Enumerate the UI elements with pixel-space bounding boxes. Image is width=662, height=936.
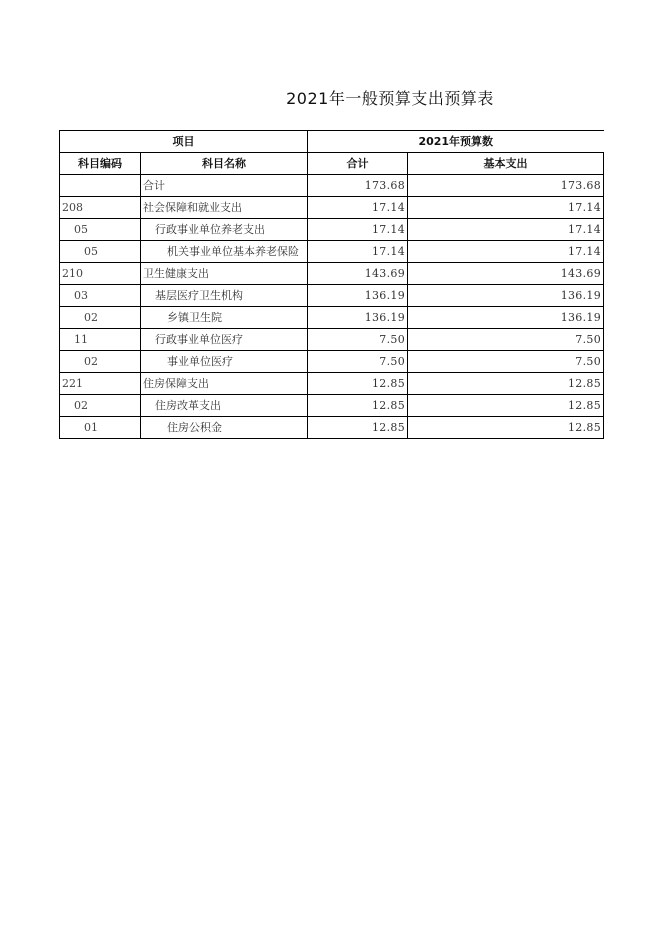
name-cell: 机关事业单位基本养老保险 [141, 241, 308, 263]
header-item-group: 项目 [60, 131, 308, 153]
page-title: 2021年一般预算支出预算表 [286, 89, 494, 108]
total-cell: 12.85 [308, 417, 408, 439]
header-total: 合计 [308, 153, 408, 175]
basic-cell: 143.69 [408, 263, 604, 285]
name-cell: 合计 [141, 175, 308, 197]
name-cell: 卫生健康支出 [141, 263, 308, 285]
basic-cell: 12.85 [408, 373, 604, 395]
code-cell: 03 [60, 285, 141, 307]
name-cell: 乡镇卫生院 [141, 307, 308, 329]
header-row [60, 153, 604, 175]
header-name: 科目名称 [141, 153, 308, 175]
header-group-row [60, 131, 604, 153]
total-cell: 17.14 [308, 219, 408, 241]
code-cell: 11 [60, 329, 141, 351]
name-cell: 住房保障支出 [141, 373, 308, 395]
code-cell: 02 [60, 307, 141, 329]
total-cell: 7.50 [308, 329, 408, 351]
name-cell: 住房改革支出 [141, 395, 308, 417]
name-cell: 行政事业单位养老支出 [141, 219, 308, 241]
name-cell: 社会保障和就业支出 [141, 197, 308, 219]
basic-cell: 17.14 [408, 197, 604, 219]
basic-cell: 17.14 [408, 219, 604, 241]
table-row [60, 373, 604, 395]
code-cell: 01 [60, 417, 141, 439]
basic-cell: 12.85 [408, 395, 604, 417]
table-row [60, 263, 604, 285]
code-cell: 02 [60, 351, 141, 373]
name-cell: 住房公积金 [141, 417, 308, 439]
name-cell: 事业单位医疗 [141, 351, 308, 373]
total-cell: 7.50 [308, 351, 408, 373]
name-cell: 基层医疗卫生机构 [141, 285, 308, 307]
header-budget-group: 2021年预算数 [308, 131, 604, 153]
basic-cell: 12.85 [408, 417, 604, 439]
name-cell: 行政事业单位医疗 [141, 329, 308, 351]
basic-cell: 136.19 [408, 285, 604, 307]
total-cell: 143.69 [308, 263, 408, 285]
total-cell: 136.19 [308, 307, 408, 329]
table-row [60, 197, 604, 219]
code-cell: 210 [60, 263, 141, 285]
code-cell: 05 [60, 241, 141, 263]
table-row [60, 285, 604, 307]
table-row [60, 417, 604, 439]
code-cell: 221 [60, 373, 141, 395]
budget-table [59, 130, 604, 439]
total-cell: 136.19 [308, 285, 408, 307]
basic-cell: 7.50 [408, 351, 604, 373]
table-row [60, 241, 604, 263]
table-row [60, 219, 604, 241]
table-row [60, 351, 604, 373]
table-row [60, 329, 604, 351]
total-cell: 173.68 [308, 175, 408, 197]
basic-cell: 17.14 [408, 241, 604, 263]
code-cell [60, 175, 141, 197]
total-cell: 12.85 [308, 373, 408, 395]
table-row [60, 307, 604, 329]
basic-cell: 173.68 [408, 175, 604, 197]
table-row [60, 395, 604, 417]
basic-cell: 136.19 [408, 307, 604, 329]
header-code: 科目编码 [60, 153, 141, 175]
total-cell: 12.85 [308, 395, 408, 417]
code-cell: 02 [60, 395, 141, 417]
code-cell: 208 [60, 197, 141, 219]
total-cell: 17.14 [308, 197, 408, 219]
header-basic: 基本支出 [408, 153, 604, 175]
table-row [60, 175, 604, 197]
total-cell: 17.14 [308, 241, 408, 263]
code-cell: 05 [60, 219, 141, 241]
basic-cell: 7.50 [408, 329, 604, 351]
